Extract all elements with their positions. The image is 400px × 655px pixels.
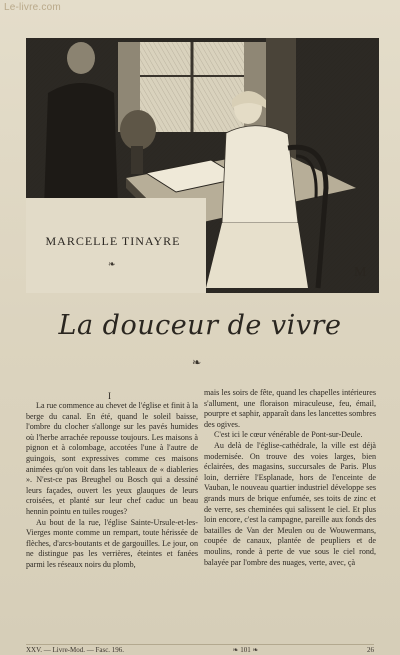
footer-page-ornament: ❧ 101 ❧ — [232, 646, 259, 654]
paragraph: C'est ici le cœur vénérable de Pont-sur-Deule. — [214, 430, 363, 440]
author-ornament: ❧ — [108, 260, 116, 270]
author-name: MARCELLE TINAYRE — [45, 234, 181, 248]
paragraph: La rue commence au chevet de l'église et finit à la berge du canal. En été, quand le soleil baisse, l'ombre du clocher s'allonge sur les pavés humides où l'herbe arrachée repousse toujours. Les maisons à pignon et à colombage, accotées l'une à l'autre de guingois, sont expressives comme ces maisons animées qu'on voit dans les tableaux de « diableries ». N'est-ce pas Breughel ou Bosch qui a dessiné leurs façades, ouvert les yeux glauques de leurs croisées, et planté sur leur chef caduc un beau hennin pointu en tuiles rouges? — [26, 401, 198, 516]
footer-signature-number: 26 — [366, 646, 374, 654]
engraving-illustration — [26, 38, 379, 293]
page-title: La douceur de vivre — [58, 310, 342, 341]
page-footer — [26, 644, 374, 654]
paragraph: mais les soirs de fête, quand les chapelles intérieures s'allument, une floraison miraculeuse, feu, émail, pourpre et saphir, apparaît dans les lancettes sombres des ogives. — [204, 388, 376, 429]
watermark: Le-livre.com — [4, 2, 61, 13]
left-column — [26, 401, 198, 571]
paragraph: Au delà de l'église-cathédrale, la ville est déjà modernisée. On trouve des voies larges, bien éclairées, des magasins, succursales de Paris. Plus loin, derrière l'Esplanade, hors de l'enceinte de Vauban, le nouveau quartier industriel développe ses grands murs de brique enfumée, ses toits de zinc et de verre, ses cheminées qui salissent le ciel. Et plus loin encore, c'est la campagne, pareille aux fonds des batailles de Van der Meulen ou de Wouwermans, coupée de canaux, plantée de peupliers et de moulins, ronde à perte de vue sous le ciel rond, balayée par l'ombre des nuages, verte, avec, çà — [204, 440, 376, 567]
right-column — [204, 388, 376, 568]
artist-signature: M — [354, 265, 367, 280]
chapter-number: I — [108, 391, 111, 401]
title-ornament: ❧ — [192, 356, 202, 369]
paragraph: Au bout de la rue, l'église Sainte-Ursule-et-les-Vierges monte comme un rempart, toute hérissée de flèches, d'arcs-boutants et de gargouilles. Le jour, on ne distingue pas les verrières, éteintes et fanées parmi les réseaux noirs du plomb, — [26, 517, 198, 569]
footer-publication: XXV. — Livre-Mod. — Fasc. 196. — [26, 646, 125, 654]
